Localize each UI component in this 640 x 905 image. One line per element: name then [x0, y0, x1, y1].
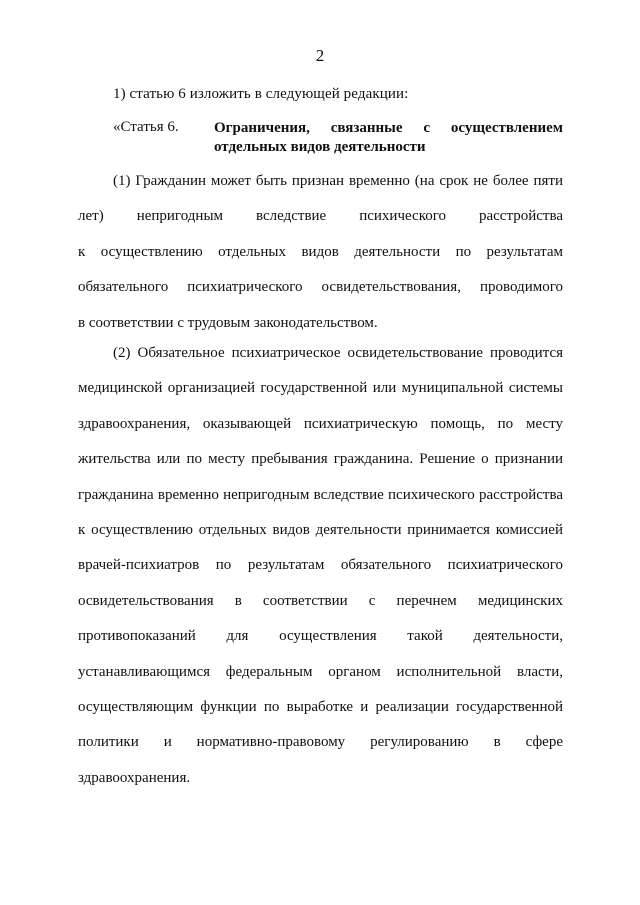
paragraph-line: к осуществлению отдельных видов деятельности по результатам	[78, 243, 563, 260]
paragraph-line: к осуществлению отдельных видов деятельности принимается комиссией	[78, 521, 563, 538]
paragraph-line: в соответствии с трудовым законодательством.	[78, 314, 378, 331]
paragraph-line: политики и нормативно-правовому регулированию в сфере	[78, 734, 563, 751]
paragraph-line: здравоохранения.	[78, 769, 191, 786]
paragraph-line: (2) Обязательное психиатрическое освидетельствование проводится	[113, 345, 563, 361]
paragraph-line: противопоказаний для осуществления такой деятельности,	[78, 628, 563, 645]
article-label: «Статья 6.	[113, 119, 179, 135]
paragraph-1	[78, 164, 563, 341]
article-title	[214, 119, 563, 157]
paragraph-line: медицинской организацией государственной или муниципальной системы	[78, 380, 563, 397]
paragraph-line: освидетельствования в соответствии с перечнем медицинских	[78, 592, 563, 609]
paragraph-line: врачей-психиатров по результатам обязательного психиатрического	[78, 557, 563, 574]
article-title-line: отдельных видов деятельности	[214, 139, 426, 155]
paragraph-line: (1) Гражданин может быть признан временно (на срок не более пяти	[113, 173, 563, 189]
paragraph-line: устанавливающимся федеральным органом исполнительной власти,	[78, 663, 563, 680]
article-title-line: Ограничения, связанные с осуществлением	[214, 120, 563, 136]
paragraph-line: лет) непригодным вследствие психического расстройства	[78, 208, 563, 225]
paragraph-2	[78, 336, 563, 796]
page-number: 2	[315, 46, 325, 65]
paragraph-line: жительства или по месту пребывания гражданина. Решение о признании	[78, 451, 563, 468]
paragraph-line: обязательного психиатрического освидетельствования, проводимого	[78, 279, 563, 296]
amendment-intro: 1) статью 6 изложить в следующей редакции:	[113, 86, 409, 102]
paragraph-line: осуществляющим функции по выработке и реализации государственной	[78, 698, 563, 715]
paragraph-line: здравоохранения, оказывающей психиатрическую помощь, по месту	[78, 415, 563, 432]
paragraph-line: гражданина временно непригодным вследствие психического расстройства	[78, 486, 563, 503]
